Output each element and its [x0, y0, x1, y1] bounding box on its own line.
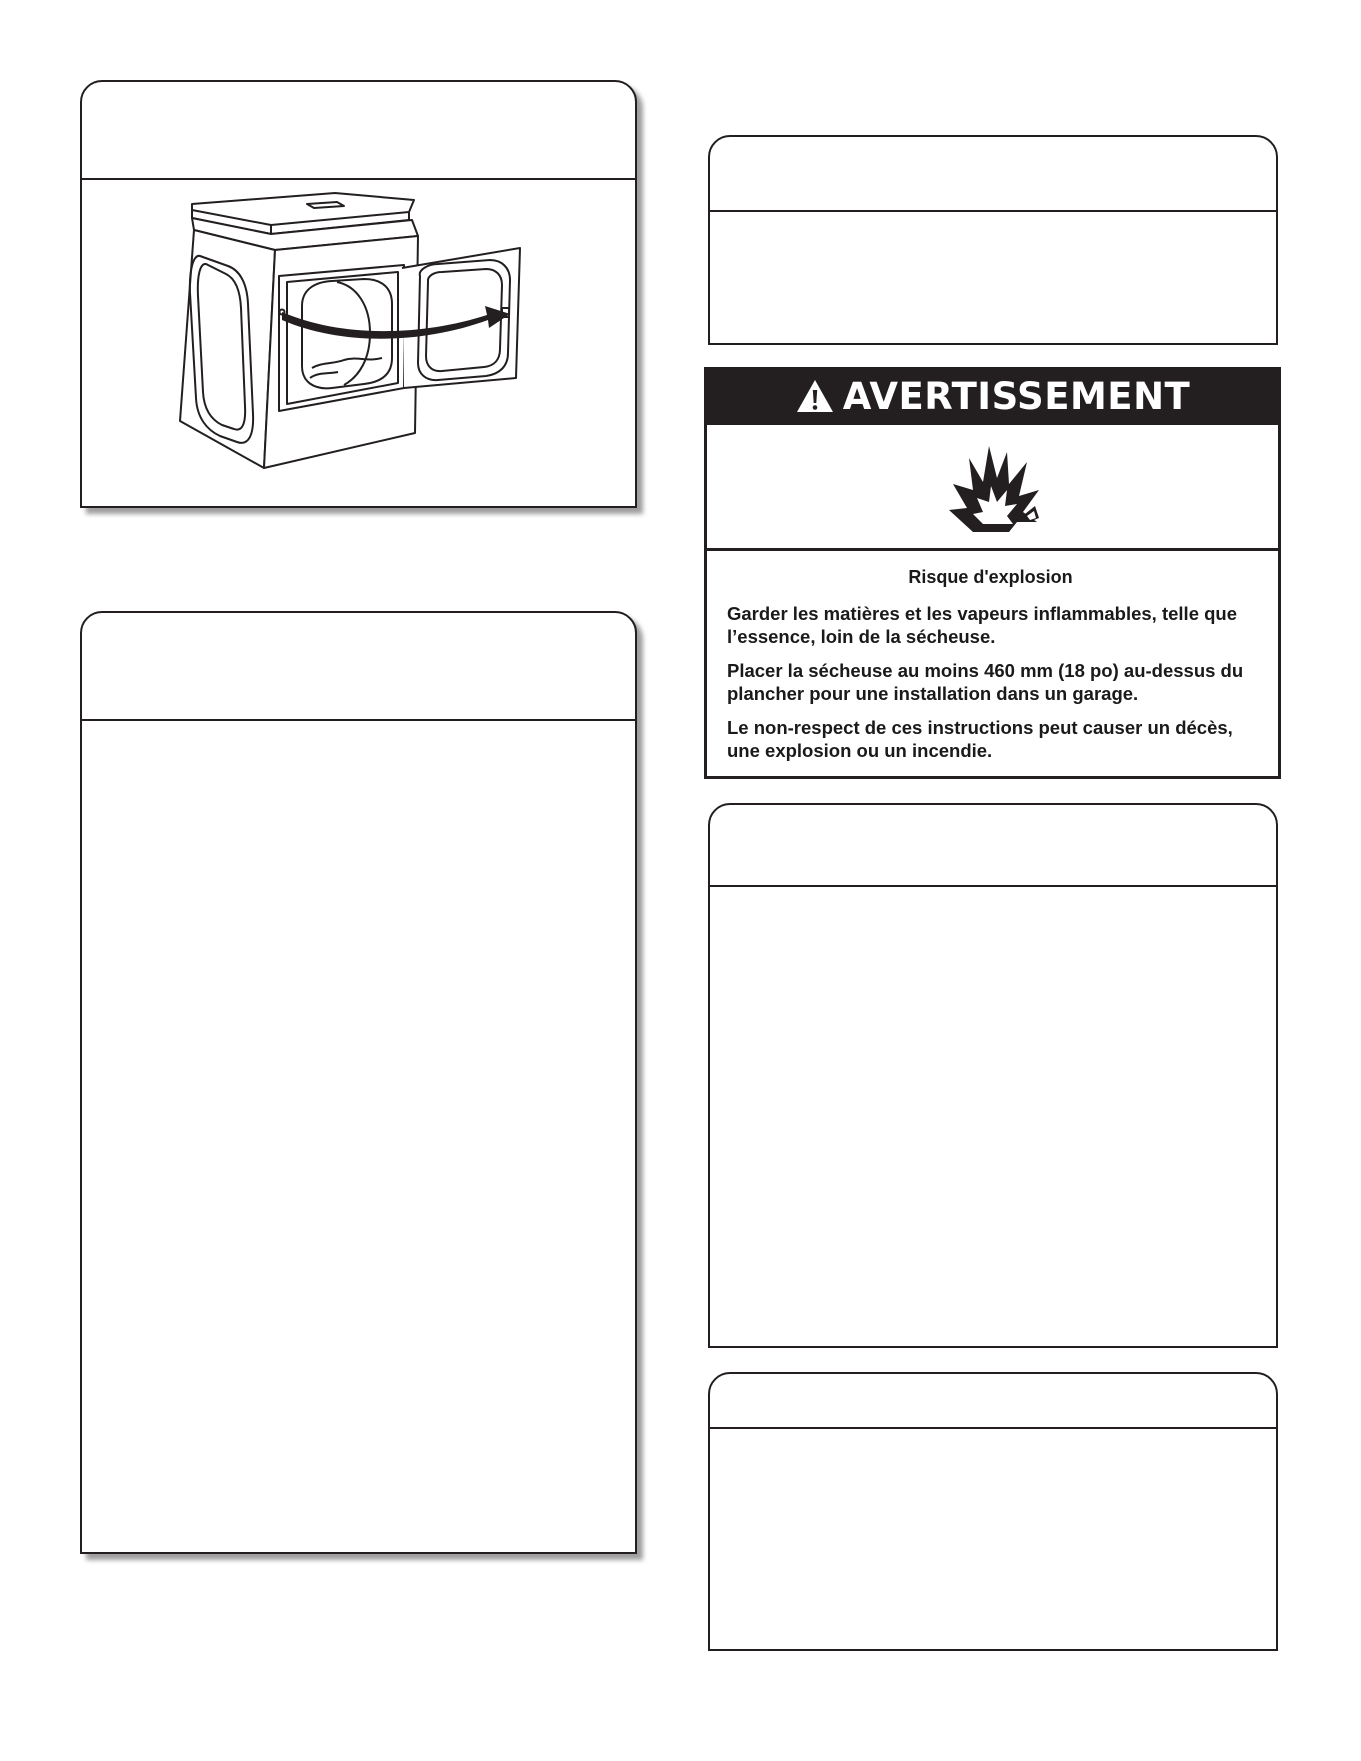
warning-text-2: Placer la sécheuse au moins 460 mm (18 po) au-dessus du plancher pour une installation dans un garage.: [727, 660, 1244, 704]
warning-text-1: Garder les matières et les vapeurs inflammables, telle que l’essence, loin de la sécheuse.: [727, 603, 1238, 647]
instructions-panel-left: [80, 611, 637, 1554]
panel-header: [710, 1374, 1276, 1429]
warning-text-3: Le non-respect de ces instructions peut causer un décès, une explosion ou un incendie.: [727, 717, 1233, 761]
warning-body: [707, 551, 1278, 762]
panel-header: [82, 613, 635, 721]
hazard-title: Risque d'explosion: [908, 567, 1073, 587]
dryer-open-door-illustration: [82, 178, 635, 508]
warning-triangle-icon: [795, 378, 835, 414]
panel-header: [82, 82, 635, 180]
panel-header: [710, 137, 1276, 212]
instructions-panel-right-2: [708, 803, 1278, 1348]
explosion-warning-box: [704, 367, 1281, 779]
instructions-panel-right-1: [708, 135, 1278, 345]
warning-signal-band: [707, 370, 1278, 425]
instructions-panel-right-3: [708, 1372, 1278, 1651]
hazard-symbol-row: [707, 425, 1278, 551]
explosion-icon: [943, 440, 1043, 536]
warning-signal-word: AVERTISSEMENT: [842, 374, 1191, 418]
door-reversal-panel: [80, 80, 637, 508]
panel-header: [710, 805, 1276, 887]
